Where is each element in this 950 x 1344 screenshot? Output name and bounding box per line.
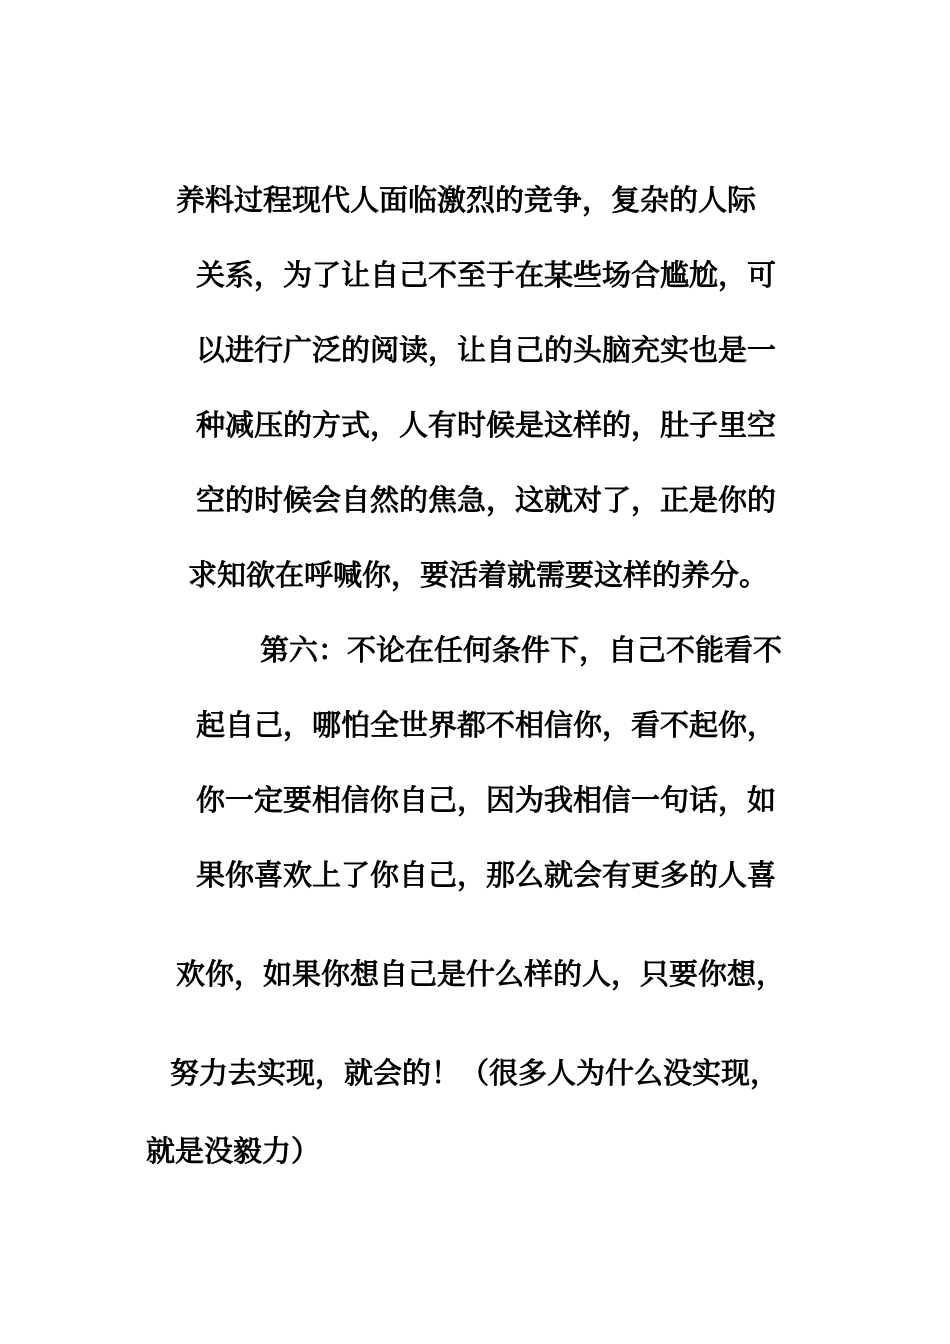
text-line-8: 起自己，哪怕全世界都不相信你，看不起你， — [196, 708, 777, 742]
text-line-4: 种减压的方式，人有时候是这样的，肚子里空 — [196, 408, 777, 442]
section-heading-line: 第六：不论在任何条件下，自己不能看不 — [260, 633, 783, 667]
text-line-9: 你一定要相信你自己，因为我相信一句话，如 — [196, 783, 777, 817]
text-line-12: 努力去实现，就会的！（很多人为什么没实现， — [170, 1056, 780, 1090]
text-line-6: 求知欲在呼喊你，要活着就需要这样的养分。 — [188, 558, 769, 592]
text-line-5: 空的时候会自然的焦急，这就对了，正是你的 — [196, 483, 777, 517]
text-line-11: 欢你，如果你想自己是什么样的人，只要你想， — [176, 957, 786, 991]
text-line-2: 关系，为了让自己不至于在某些场合尴尬，可 — [196, 258, 777, 292]
text-line-10: 果你喜欢上了你自己，那么就会有更多的人喜 — [196, 858, 777, 892]
text-line-3: 以进行广泛的阅读，让自己的头脑充实也是一 — [196, 333, 777, 367]
text-line-13: 就是没毅力） — [146, 1134, 321, 1168]
text-line-1: 养料过程现代人面临激烈的竞争，复杂的人际 — [176, 183, 757, 217]
